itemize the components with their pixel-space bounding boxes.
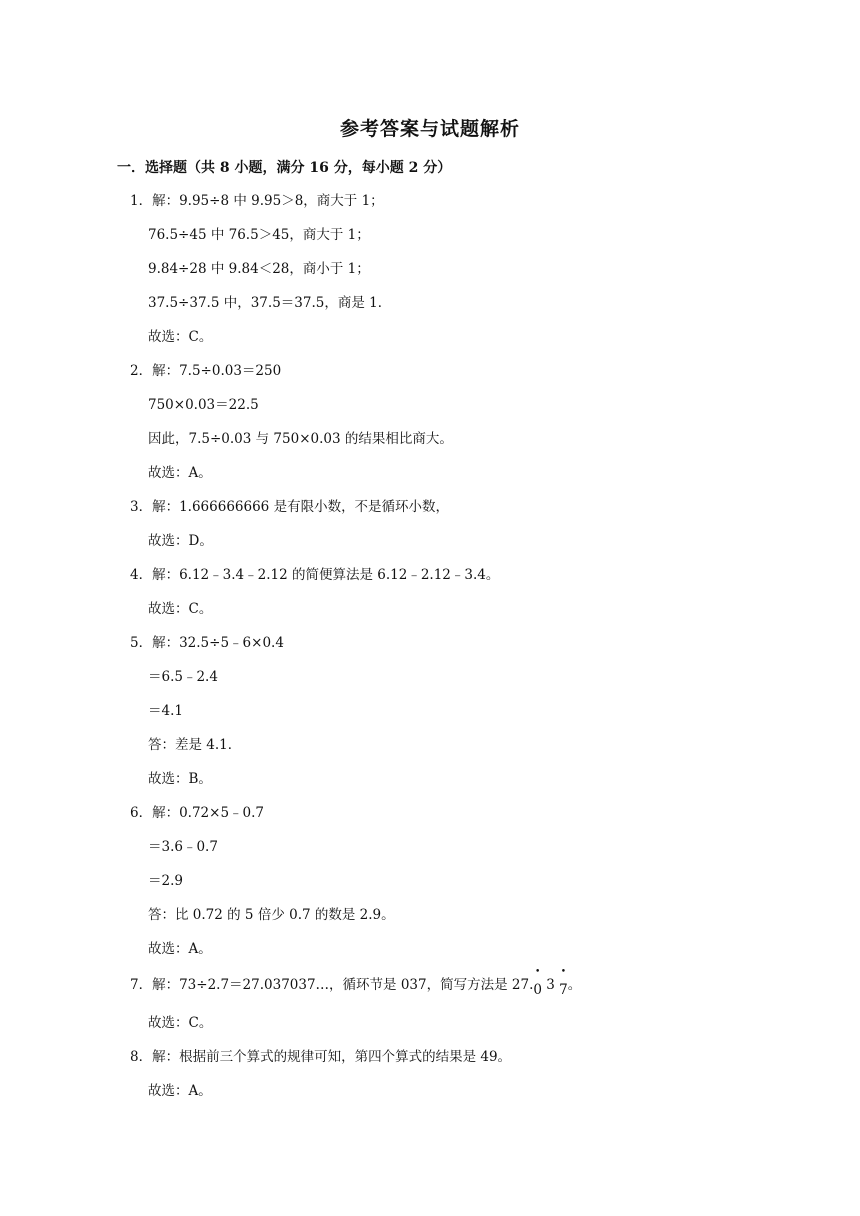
q5-line: 5．解：32.5÷5﹣6×0.4 xyxy=(130,635,284,651)
page-title: 参考答案与试题解析 xyxy=(339,118,520,140)
q7-answer: 故选：C。 xyxy=(148,1015,213,1031)
q3-line: 3．解：1.666666666 是有限小数，不是循环小数， xyxy=(130,499,450,515)
q2-answer: 故选：A。 xyxy=(148,465,212,481)
q8-line: 8．解：根据前三个算式的规律可知，第四个算式的结果是 49。 xyxy=(130,1049,512,1065)
repeat-digit-middle: 3 xyxy=(546,977,555,993)
q5-answer: 故选：B。 xyxy=(148,771,212,787)
q6-line: ＝3.6﹣0.7 xyxy=(148,839,218,855)
q8-answer: 故选：A。 xyxy=(148,1083,212,1099)
q6-answer: 故选：A。 xyxy=(148,941,212,957)
q2-line: 2．解：7.5÷0.03＝250 xyxy=(130,363,282,379)
q4-answer: 故选：C。 xyxy=(148,601,213,617)
q3-answer: 故选：D。 xyxy=(148,533,213,549)
q1-line: 76.5÷45 中 76.5＞45，商大于 1； xyxy=(148,227,370,243)
q5-line: ＝4.1 xyxy=(148,703,183,719)
q1-line: 9.84÷28 中 9.84＜28，商小于 1； xyxy=(148,261,370,277)
q5-line: ＝6.5﹣2.4 xyxy=(148,669,218,685)
repeat-digit-start: • 0 xyxy=(533,980,542,1000)
q4-line: 4．解：6.12﹣3.4﹣2.12 的简便算法是 6.12﹣2.12﹣3.4。 xyxy=(130,567,500,583)
repeat-digit-end: • 7 xyxy=(559,980,568,1000)
q6-line: ＝2.9 xyxy=(148,873,183,889)
q2-line: 750×0.03＝22.5 xyxy=(148,397,259,413)
q7-period: 。 xyxy=(567,977,582,993)
q1-answer: 故选：C。 xyxy=(148,329,213,345)
q7-line xyxy=(130,975,582,998)
section-heading: 一．选择题（共 8 小题，满分 16 分，每小题 2 分） xyxy=(117,160,452,176)
q7-text: 7．解：73÷2.7＝27.037037…，循环节是 037，简写方法是 27. xyxy=(130,977,534,993)
q2-line: 因此，7.5÷0.03 与 750×0.03 的结果相比商大。 xyxy=(148,431,453,447)
q6-line: 6．解：0.72×5﹣0.7 xyxy=(130,805,265,821)
q5-line: 答：差是 4.1． xyxy=(148,737,242,753)
q1-line: 37.5÷37.5 中，37.5＝37.5，商是 1． xyxy=(148,295,392,311)
q6-line: 答：比 0.72 的 5 倍少 0.7 的数是 2.9。 xyxy=(148,907,395,923)
q1-line: 1．解：9.95÷8 中 9.95＞8，商大于 1； xyxy=(130,193,384,209)
